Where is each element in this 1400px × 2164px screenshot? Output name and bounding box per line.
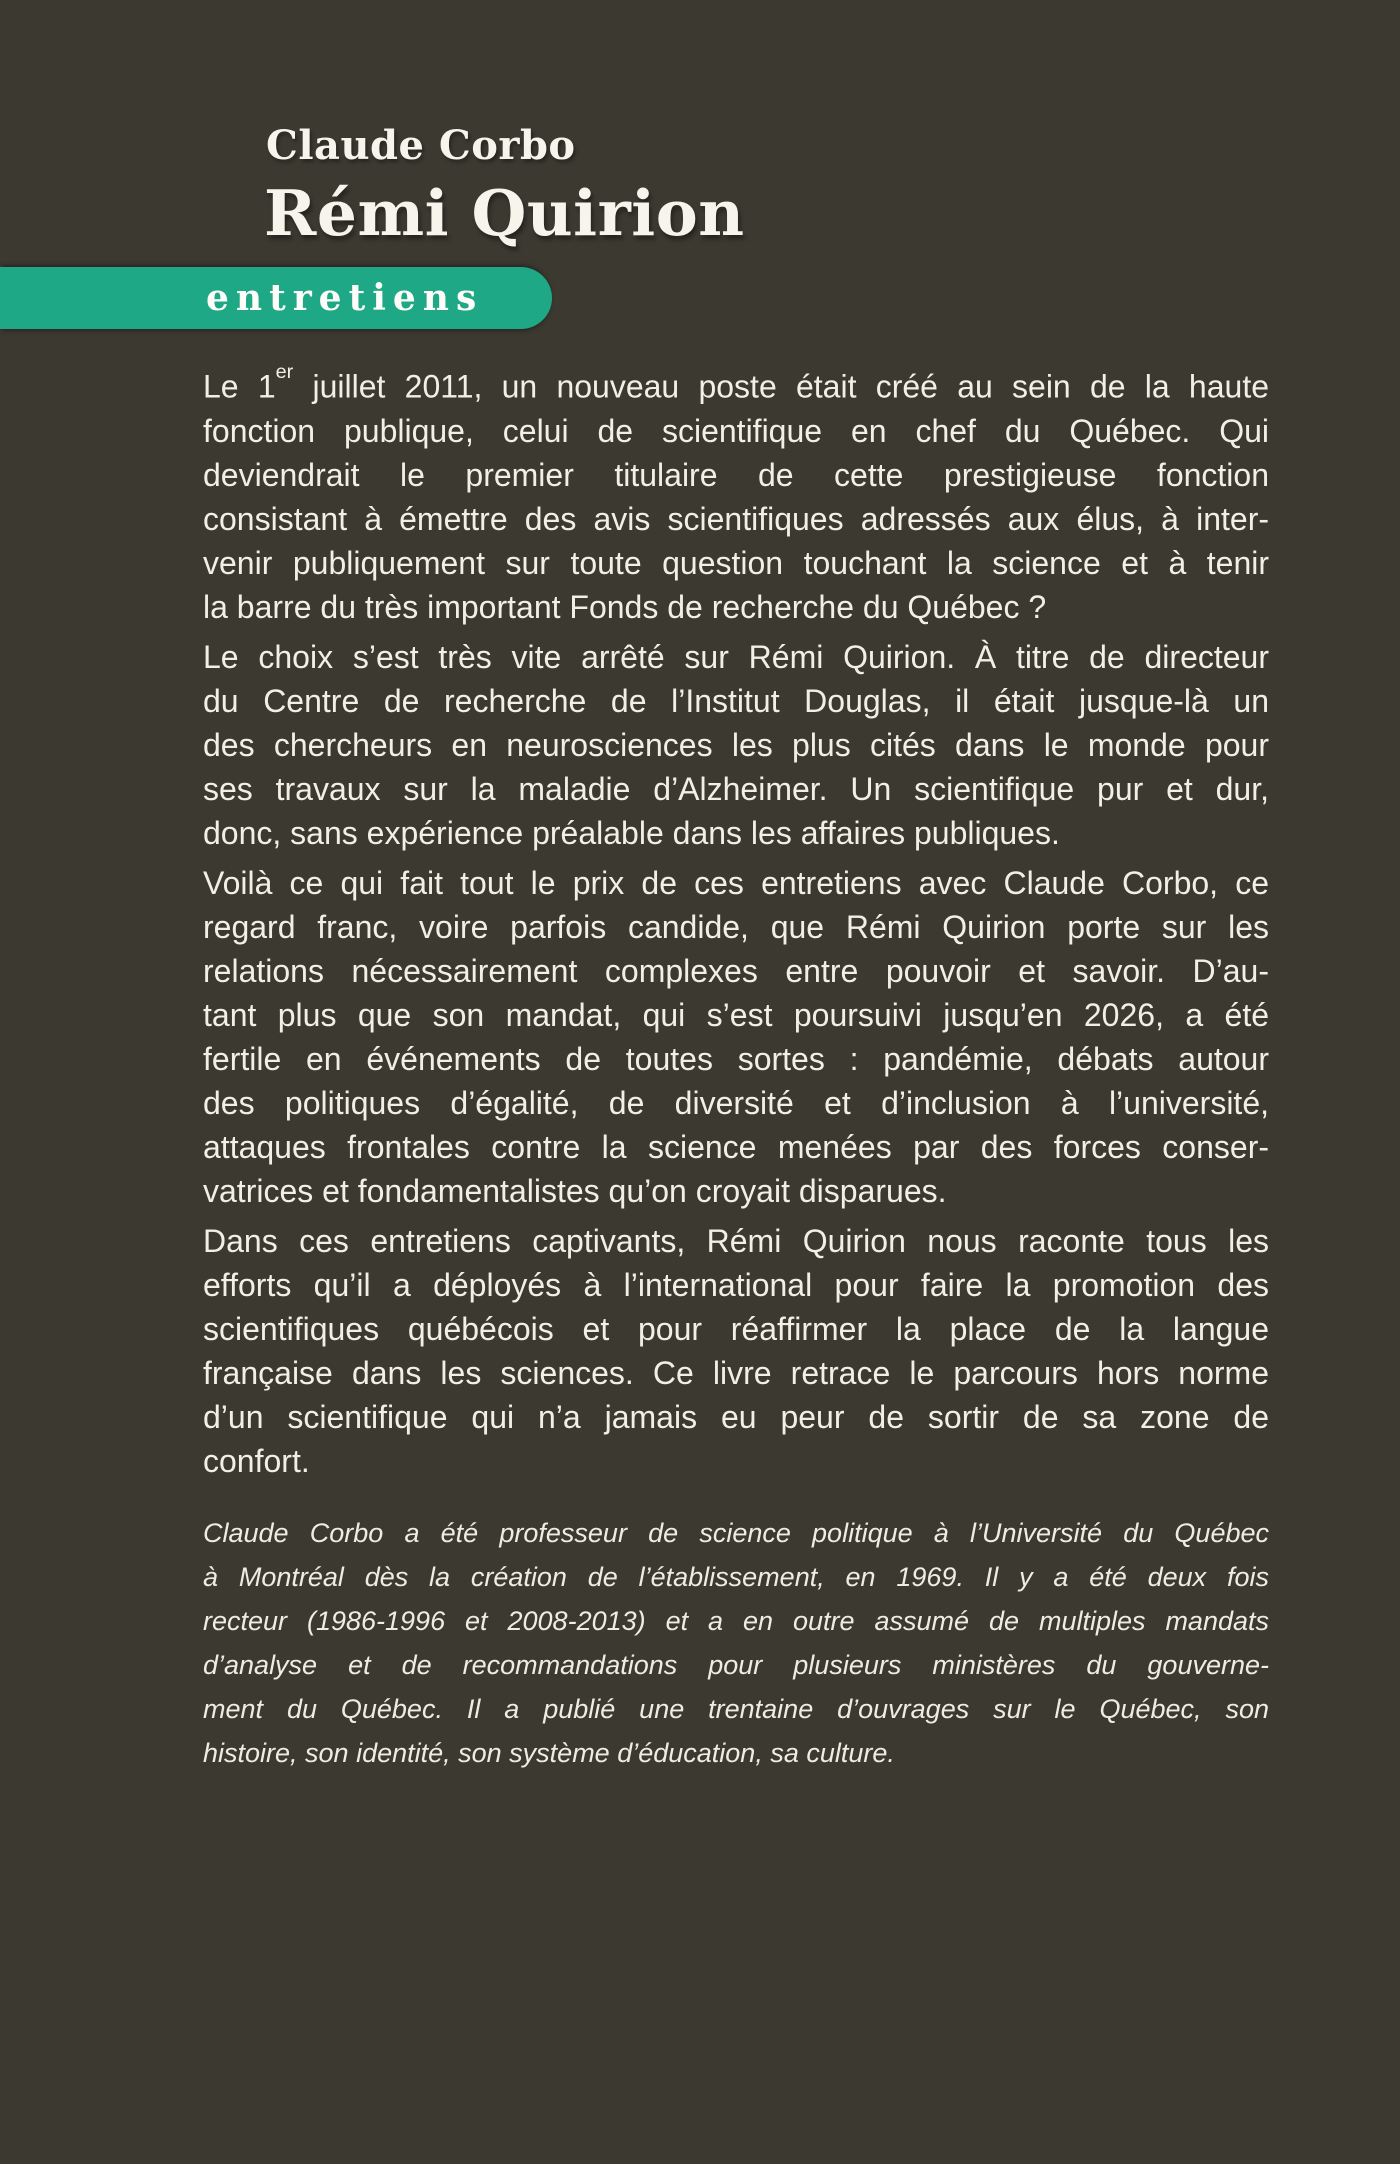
synopsis-paragraph-3 [203, 861, 1269, 1213]
text-line: du Centre de recherche de l’Institut Douglas, il était jusque-là un [203, 682, 1269, 719]
synopsis-paragraph-4 [203, 1219, 1269, 1483]
ordinal-superscript: er [275, 361, 294, 384]
text-line: française dans les sciences. Ce livre retrace le parcours hors norme [203, 1354, 1269, 1391]
entretiens-badge [0, 267, 552, 329]
text-line: histoire, son identité, son système d’éducation, sa culture. [203, 1737, 895, 1768]
text-line: attaques frontales contre la science menées par des forces conser- [203, 1128, 1269, 1165]
text-line: Le choix s’est très vite arrêté sur Rémi Quirion. À titre de directeur [203, 638, 1269, 675]
badge-label: entretiens [206, 277, 484, 319]
text-line: des politiques d’égalité, de diversité et d’inclusion à l’université, [203, 1084, 1269, 1121]
text-line: recteur (1986-1996 et 2008-2013) et a en outre assumé de multiples mandats [203, 1605, 1269, 1636]
text-line: Claude Corbo a été professeur de science politique à l’Université du Québec [203, 1517, 1269, 1548]
text-line: scientifiques québécois et pour réaffirmer la place de la langue [203, 1310, 1269, 1347]
text-segment: juillet 2011, un nouveau poste était créé au sein de la haute [293, 368, 1270, 405]
text-line: Dans ces entretiens captivants, Rémi Quirion nous raconte tous les [203, 1222, 1269, 1259]
author-bio [203, 1511, 1269, 1775]
page-title: Rémi Quirion [264, 176, 745, 250]
text-line: fonction publique, celui de scientifique en chef du Québec. Qui [203, 412, 1269, 449]
text-line: ses travaux sur la maladie d’Alzheimer. Un scientifique pur et dur, [203, 770, 1269, 807]
text-line: à Montréal dès la création de l’établissement, en 1969. Il y a été deux fois [203, 1561, 1269, 1592]
text-line: vatrices et fondamentalistes qu’on croyait disparues. [203, 1172, 947, 1209]
text-line: fertile en événements de toutes sortes : pandémie, débats autour [203, 1040, 1269, 1077]
synopsis-paragraph-2 [203, 635, 1269, 855]
text-line: d’un scientifique qui n’a jamais eu peur de sortir de sa zone de [203, 1398, 1269, 1435]
text-line: ment du Québec. Il a publié une trentaine d’ouvrages sur le Québec, son [203, 1693, 1269, 1724]
text-line: d’analyse et de recommandations pour plusieurs ministères du gouverne- [203, 1649, 1269, 1680]
text-line: venir publiquement sur toute question touchant la science et à tenir [203, 544, 1269, 581]
text-line: deviendrait le premier titulaire de cette prestigieuse fonction [203, 456, 1269, 493]
text-line: la barre du très important Fonds de recherche du Québec ? [203, 588, 1047, 625]
text-segment: Le 1 [203, 368, 276, 405]
synopsis-paragraph-1 [203, 358, 1269, 629]
text-line: relations nécessairement complexes entre pouvoir et savoir. D’au- [203, 952, 1269, 989]
text-line: regard franc, voire parfois candide, que Rémi Quirion porte sur les [203, 908, 1269, 945]
author-name: Claude Corbo [266, 122, 576, 169]
text-line: tant plus que son mandat, qui s’est poursuivi jusqu’en 2026, a été [203, 996, 1269, 1033]
text-line: consistant à émettre des avis scientifiques adressés aux élus, à inter- [203, 500, 1269, 537]
text-line: efforts qu’il a déployés à l’international pour faire la promotion des [203, 1266, 1269, 1303]
text-line [203, 358, 1269, 409]
text-line: Voilà ce qui fait tout le prix de ces entretiens avec Claude Corbo, ce [203, 864, 1269, 901]
text-line: donc, sans expérience préalable dans les affaires publiques. [203, 814, 1060, 851]
text-line: des chercheurs en neurosciences les plus cités dans le monde pour [203, 726, 1269, 763]
text-line: confort. [203, 1442, 310, 1479]
synopsis-text-column [203, 358, 1269, 1781]
